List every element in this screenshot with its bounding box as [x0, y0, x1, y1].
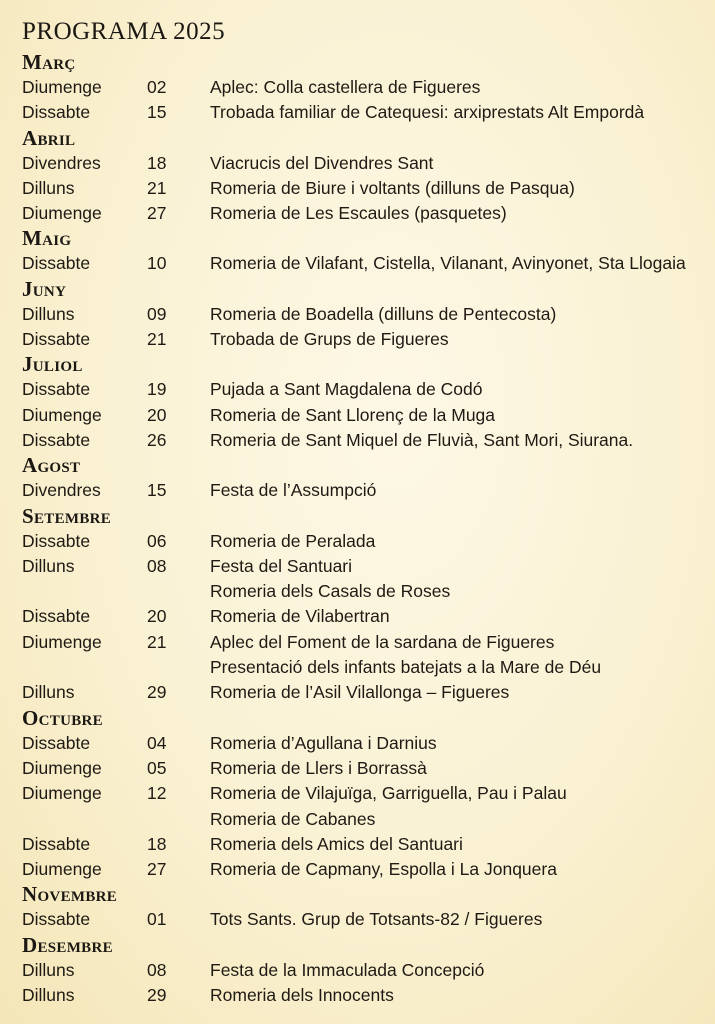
event-date: 27: [147, 203, 167, 224]
event-date: 08: [147, 555, 167, 576]
event-text: Tots Sants. Grup de Totsants-82 / Figueres: [210, 909, 543, 930]
event-text: Romeria de Sant Llorenç de la Muga: [210, 404, 496, 425]
event-text: Romeria de Cabanes: [210, 808, 376, 829]
event-text: Romeria de Biure i voltants (dilluns de Pasqua): [210, 177, 575, 198]
event-text: Trobada de Grups de Figueres: [210, 329, 449, 350]
event-day: Dissabte: [22, 253, 91, 274]
event-row: [22, 529, 712, 554]
event-day: Diumenge: [22, 404, 102, 425]
event-text: Romeria de l’Asil Vilallonga – Figueres: [210, 682, 510, 703]
event-text: Romeria de Boadella (dilluns de Pentecosta): [210, 303, 557, 324]
event-row: [22, 807, 712, 832]
event-day: Diumenge: [22, 757, 102, 778]
event-day: Diumenge: [22, 631, 102, 652]
event-text: Aplec del Foment de la sardana de Figueres: [210, 631, 555, 652]
event-date: 26: [147, 429, 167, 450]
month-heading: Novembre: [22, 882, 118, 907]
event-text: Romeria de Peralada: [210, 530, 376, 551]
event-date: 21: [147, 329, 167, 350]
event-text: Festa del Santuari: [210, 555, 353, 576]
event-row: [22, 832, 712, 857]
event-text: Romeria de Vilajuïga, Garriguella, Pau i Palau: [210, 783, 567, 804]
event-date: 10: [147, 253, 167, 274]
month-heading: Abril: [22, 125, 76, 150]
event-text: Romeria de Les Escaules (pasquetes): [210, 203, 507, 224]
event-date: [147, 655, 210, 680]
event-date: 18: [147, 833, 167, 854]
month-heading: Juny: [22, 276, 67, 301]
event-row: [22, 100, 712, 125]
event-date: 09: [147, 303, 167, 324]
event-day: Diumenge: [22, 203, 102, 224]
event-day: Divendres: [22, 152, 101, 173]
event-day: Dissabte: [22, 329, 91, 350]
event-row: [22, 75, 712, 100]
event-text: Romeria d’Agullana i Darnius: [210, 732, 437, 753]
event-text: Romeria de Sant Miquel de Fluvià, Sant Mori, Siurana.: [210, 429, 634, 450]
event-date: 21: [147, 631, 167, 652]
event-text: Romeria de Llers i Borrassà: [210, 757, 427, 778]
program-page: [22, 16, 712, 1008]
event-date: 20: [147, 606, 167, 627]
page-title: PROGRAMA 2025: [22, 18, 226, 45]
event-date: 02: [147, 77, 167, 97]
event-day: Dilluns: [22, 555, 75, 576]
event-row: [22, 731, 712, 756]
event-row: [22, 251, 712, 276]
event-row: [22, 604, 712, 629]
event-row: [22, 680, 712, 705]
event-day: Diumenge: [22, 77, 102, 97]
event-row: [22, 630, 712, 655]
event-row: [22, 428, 712, 453]
event-text: Viacrucis del Divendres Sant: [210, 152, 434, 173]
event-text: Festa de la Immaculada Concepció: [210, 959, 485, 980]
month-heading: Maig: [22, 226, 72, 251]
event-row: [22, 907, 712, 932]
event-day: Dissabte: [22, 833, 91, 854]
event-day: Dissabte: [22, 606, 91, 627]
event-day: Dilluns: [22, 959, 75, 980]
event-row: [22, 176, 712, 201]
event-row: [22, 403, 712, 428]
event-text: Presentació dels infants batejats a la Mare de Déu: [210, 657, 602, 678]
event-day: Dissabte: [22, 102, 91, 123]
event-date: 04: [147, 732, 167, 753]
event-day: Divendres: [22, 480, 101, 501]
event-row: [22, 983, 712, 1008]
event-date: 18: [147, 152, 167, 173]
month-heading: Juliol: [22, 352, 83, 377]
event-row: [22, 327, 712, 352]
event-date: 21: [147, 177, 167, 198]
month-heading: Agost: [22, 453, 81, 478]
event-text: Romeria de Capmany, Espolla i La Jonquera: [210, 859, 557, 880]
event-text: Festa de l’Assumpció: [210, 480, 377, 501]
event-day: [22, 807, 147, 832]
program-list: [22, 50, 712, 1008]
event-date: 15: [147, 480, 167, 501]
event-date: 27: [147, 859, 167, 880]
event-day: Dissabte: [22, 732, 91, 753]
event-text: Romeria dels Innocents: [210, 985, 394, 1006]
event-row: [22, 857, 712, 882]
event-date: 29: [147, 985, 167, 1006]
event-text: Trobada familiar de Catequesi: arxiprestats Alt Empordà: [210, 102, 645, 123]
month-heading: Setembre: [22, 503, 112, 528]
event-date: 12: [147, 783, 167, 804]
event-date: 20: [147, 404, 167, 425]
event-date: 01: [147, 909, 167, 930]
event-row: [22, 781, 712, 806]
event-day: Diumenge: [22, 783, 102, 804]
event-day: Dissabte: [22, 429, 91, 450]
event-day: Dilluns: [22, 985, 75, 1006]
event-row: [22, 579, 712, 604]
event-date: 08: [147, 959, 167, 980]
event-text: Romeria de Vilabertran: [210, 606, 390, 627]
event-row: [22, 302, 712, 327]
event-row: [22, 478, 712, 503]
event-text: Romeria dels Amics del Santuari: [210, 833, 463, 854]
event-row: [22, 377, 712, 402]
event-date: 05: [147, 757, 167, 778]
event-day: Dilluns: [22, 177, 75, 198]
event-date: 29: [147, 682, 167, 703]
event-row: [22, 958, 712, 983]
event-date: 19: [147, 379, 167, 400]
event-text: Aplec: Colla castellera de Figueres: [210, 77, 481, 97]
event-day: [22, 655, 147, 680]
event-date: 06: [147, 530, 167, 551]
event-day: Dissabte: [22, 530, 91, 551]
event-row: [22, 756, 712, 781]
event-row: [22, 151, 712, 176]
event-day: Diumenge: [22, 859, 102, 880]
event-day: [22, 579, 147, 604]
event-text: Romeria dels Casals de Roses: [210, 581, 451, 602]
event-day: Dissabte: [22, 909, 91, 930]
event-text: Pujada a Sant Magdalena de Codó: [210, 379, 483, 400]
event-day: Dissabte: [22, 379, 91, 400]
event-day: Dilluns: [22, 303, 75, 324]
event-text: Romeria de Vilafant, Cistella, Vilanant, Avinyonet, Sta Llogaia: [210, 253, 686, 274]
event-date: [147, 807, 210, 832]
event-date: 15: [147, 102, 167, 123]
event-row: [22, 201, 712, 226]
month-heading: Octubre: [22, 705, 103, 730]
month-heading: Març: [22, 50, 76, 74]
event-row: [22, 554, 712, 579]
event-row: [22, 655, 712, 680]
event-date: [147, 579, 210, 604]
event-day: Dilluns: [22, 682, 75, 703]
month-heading: Desembre: [22, 932, 113, 957]
